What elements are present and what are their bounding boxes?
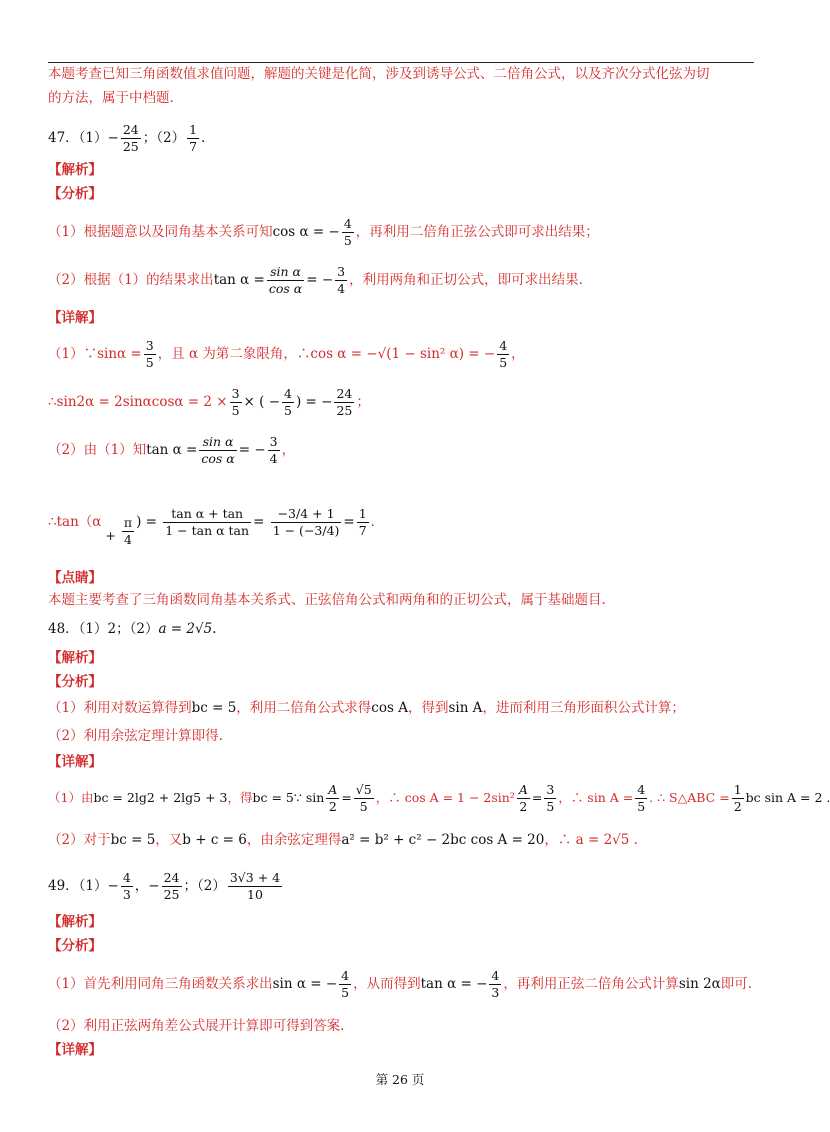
- q49-answer: 49．（1）− $\frac{4}{3}$ ，− $\frac{24}{25}$ ；（2） $\frac{3√3 + 4}{10}$: [48, 870, 281, 902]
- intro-line-2: 的方法，属于中档题.: [48, 90, 174, 106]
- q47-fenxi-1: （1）根据题意以及同角基本关系可知cos α = − $\frac{4}{5}$ ，再利用二倍角正弦公式即可求出结果；: [48, 216, 599, 248]
- q48-fenxi-1: （1）利用对数运算得到bc = 5，利用二倍角公式求得cos A，得到sin A，进而利用三角形面积公式计算；: [48, 700, 685, 716]
- q49-xiangjie-label: 【详解】: [48, 1042, 102, 1058]
- q47-dianjing-label: 【点睛】: [48, 570, 102, 586]
- q48-detail-1: （1）由bc = 2lg2 + 2lg5 + 3，得bc = 5∵ sin $\frac{A}{2}$ = $\frac{√5}{5}$ ，∴ cos A = 1 − 2sin² $\frac{A}{2}$ = $\frac{3}{5}$ ，∴ sin A = $\frac{4}{5}$ . ∴ S△ABC = $\frac{1}{2}$ bc sin A = 2 .: [48, 782, 830, 814]
- q49-fenxi-1: （1）首先利用同角三角函数关系求出sin α = − $\frac{4}{5}$ ，从而得到tan α = − $\frac{4}{3}$ ，再利用正弦二倍角公式计算sin 2α即可.: [48, 968, 753, 1000]
- q47-xiangjie-label: 【详解】: [48, 310, 102, 326]
- q48-fenxi-label: 【分析】: [48, 674, 102, 690]
- q47-dianjing-text: 本题主要考查了三角函数同角基本关系式、正弦倍角公式和两角和的正切公式，属于基础题目.: [48, 592, 606, 608]
- q47-jiexi-label: 【解析】: [48, 162, 102, 178]
- q47-answer: 47．（1）− $\frac{24}{25}$ ；（2） $\frac{1}{7}$ .: [48, 122, 206, 154]
- q49-fenxi-label: 【分析】: [48, 938, 102, 954]
- intro-line-1: 本题考查已知三角函数值求值问题，解题的关键是化简，涉及到诱导公式、二倍角公式，以及齐次分式化弦为切: [48, 66, 710, 82]
- q47-detail-1: （1）∵sinα = $\frac{3}{5}$ ，且 α 为第二象限角，∴cos α = −√(1 − sin² α) = − $\frac{4}{5}$ ，: [48, 338, 525, 370]
- header-rule: [48, 62, 754, 63]
- q47-detail-3: （2）由（1）知tan α = $\frac{\text{sin α}}{\text{cos α}}$ = − $\frac{3}{4}$ ，: [48, 434, 296, 466]
- q47-detail-2: ∴sin2α = 2sinαcosα = 2 × $\frac{3}{5}$ × ( − $\frac{4}{5}$ ) = − $\frac{24}{25}$ ；: [48, 386, 370, 418]
- q48-fenxi-2: （2）利用余弦定理计算即得.: [48, 728, 223, 744]
- q47-detail-4: ∴tan（α + $\frac{\pi}{4}$ ) = $\frac{\text{tan α + tan}}{\text{1 − tan α tan}}$ = $\frac{-3/4 + 1}{1 - (-3/4)}$ = $\frac{1}{7}$ .: [48, 506, 375, 547]
- q49-jiexi-label: 【解析】: [48, 914, 102, 930]
- q47-value-fraction: $\frac{-3/4 + 1}{1 - (-3/4)}$: [272, 506, 340, 538]
- q47-fenxi-2: （2）根据（1）的结果求出tan α = $\frac{\text{sin α}}{\text{cos α}}$ = − $\frac{3}{4}$ ，利用两角和正切公式，即可求出结果.: [48, 264, 583, 296]
- q48-xiangjie-label: 【详解】: [48, 754, 102, 770]
- q48-jiexi-label: 【解析】: [48, 650, 102, 666]
- q47-ans2-fraction: $\frac{1}{7}$: [189, 122, 198, 154]
- q48-answer: 48．（1）2；（2）a = 2√5.: [48, 621, 217, 637]
- q47-sum-fraction: $\frac{\text{tan α + tan}}{\text{1 − tan α tan}}$: [165, 506, 250, 538]
- q48-detail-2: （2）对于bc = 5，又b + c = 6，由余弦定理得a² = b² + c² − 2bc cos A = 20，∴ a = 2√5 .: [48, 832, 638, 848]
- page-number: 第 26 页: [375, 1072, 425, 1087]
- q47-fenxi-label: 【分析】: [48, 186, 102, 202]
- q47-ans1-fraction: $\frac{24}{25}$: [122, 122, 139, 154]
- q49-fenxi-2: （2）利用正弦两角差公式展开计算即可得到答案.: [48, 1018, 345, 1034]
